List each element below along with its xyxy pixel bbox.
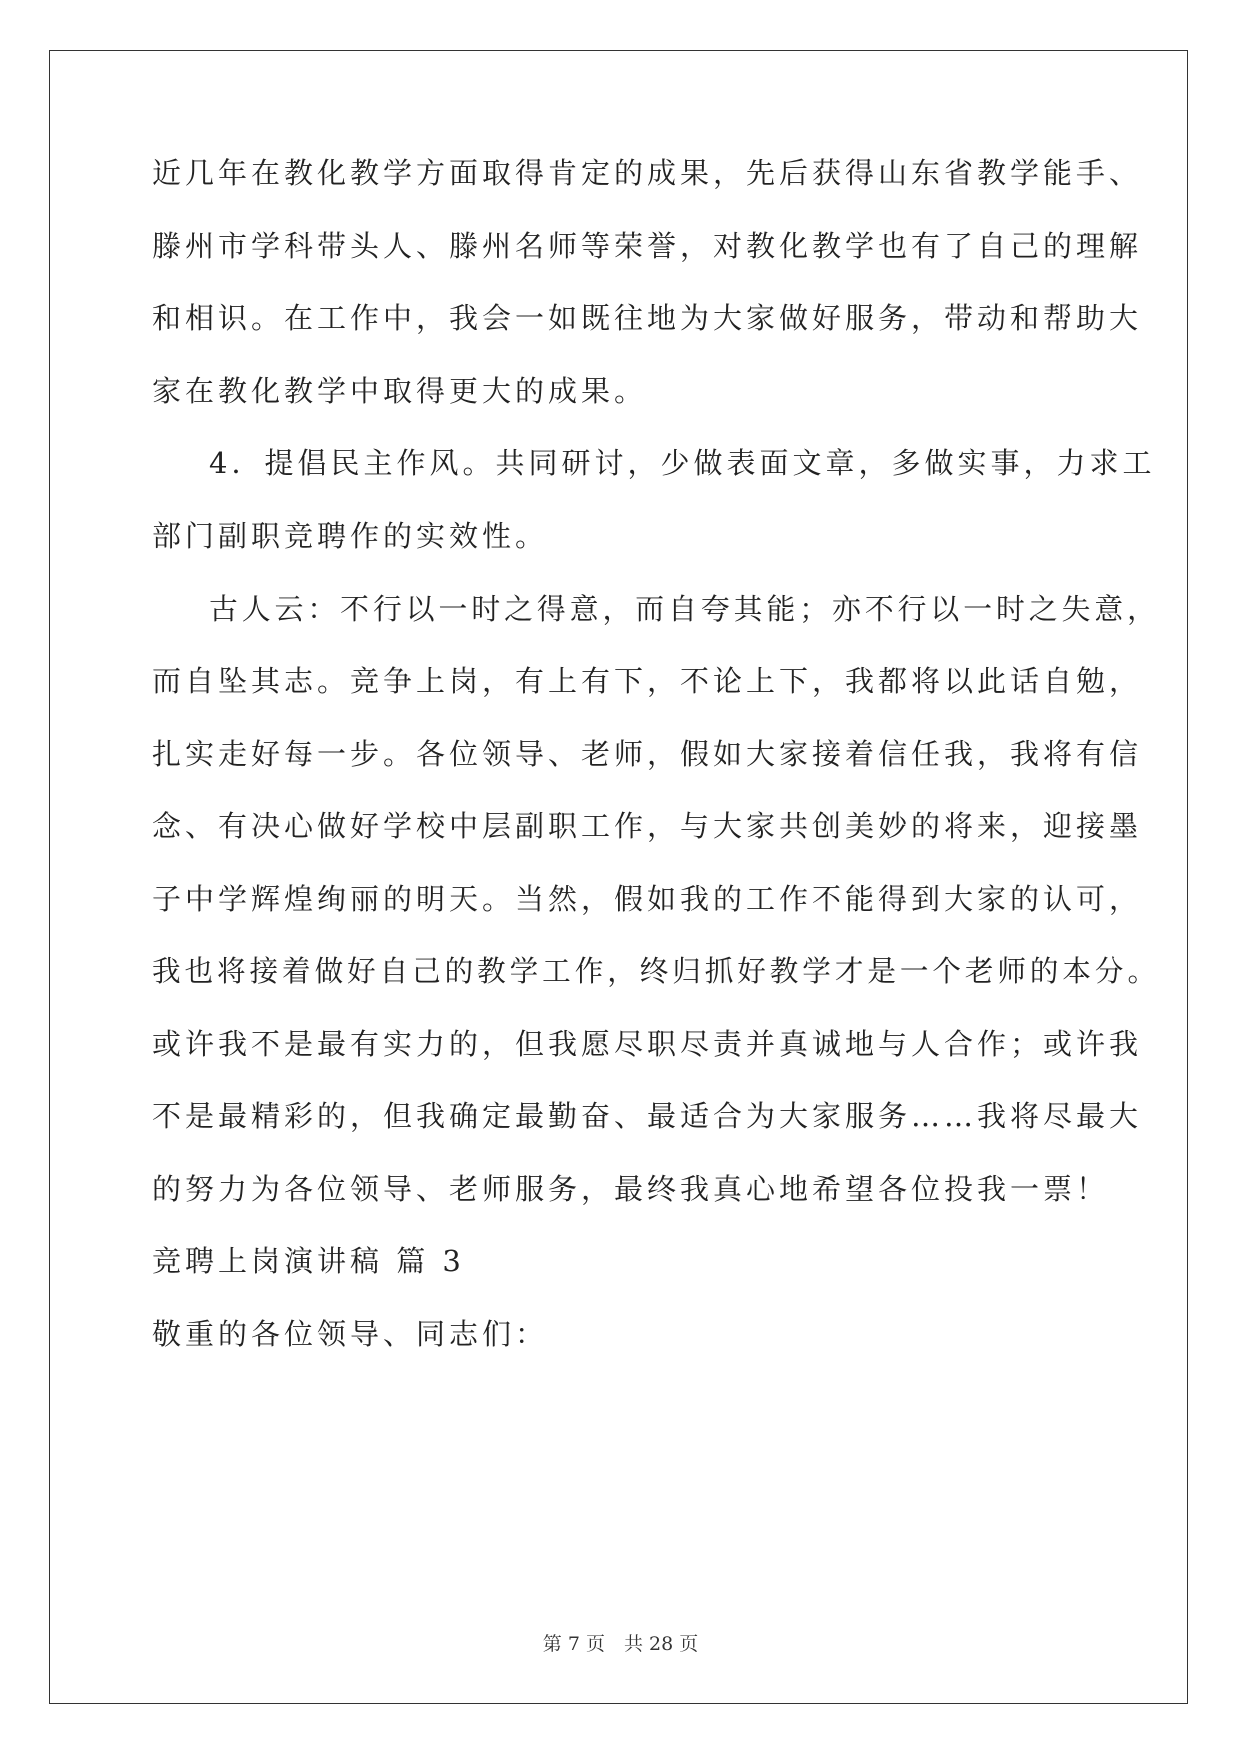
paragraph-line: 不是最精彩的，但我确定最勤奋、最适合为大家服务……我将尽最大 (152, 1099, 1143, 1133)
paragraph-line: 家在教化教学中取得更大的成果。 (152, 374, 648, 408)
section-heading: 竞聘上岗演讲稿 篇 3 (152, 1244, 465, 1278)
paragraph-line: 滕州市学科带头人、滕州名师等荣誉，对教化教学也有了自己的理解 (152, 229, 1143, 263)
paragraph-line: 近几年在教化教学方面取得肯定的成果，先后获得山东省教学能手、 (152, 156, 1143, 190)
paragraph-line: 或许我不是最有实力的，但我愿尽职尽责并真诚地与人合作；或许我 (152, 1027, 1143, 1061)
paragraph-line: 部门副职竞聘作的实效性。 (152, 519, 549, 553)
paragraph-line: 的努力为各位领导、老师服务，最终我真心地希望各位投我一票！ (152, 1172, 1110, 1206)
page-number-footer: 第 7 页 共 28 页 (542, 1633, 699, 1655)
paragraph-line: 4．提倡民主作风。共同研讨，少做表面文章，多做实事，力求工 (209, 446, 1156, 480)
paragraph-line: 念、有决心做好学校中层副职工作，与大家共创美妙的将来，迎接墨 (152, 809, 1143, 843)
paragraph-line: 而自坠其志。竞争上岗，有上有下，不论上下，我都将以此话自勉， (152, 664, 1143, 698)
paragraph-line: 和相识。在工作中，我会一如既往地为大家做好服务，带动和帮助大 (152, 301, 1143, 335)
salutation: 敬重的各位领导、同志们： (152, 1317, 549, 1351)
paragraph-line: 子中学辉煌绚丽的明天。当然，假如我的工作不能得到大家的认可， (152, 882, 1143, 916)
paragraph-line: 我也将接着做好自己的教学工作，终归抓好教学才是一个老师的本分。 (152, 954, 1160, 988)
paragraph-line: 扎实走好每一步。各位领导、老师，假如大家接着信任我，我将有信 (152, 737, 1143, 771)
paragraph-line: 古人云：不行以一时之得意，而自夸其能；亦不行以一时之失意， (209, 592, 1160, 626)
